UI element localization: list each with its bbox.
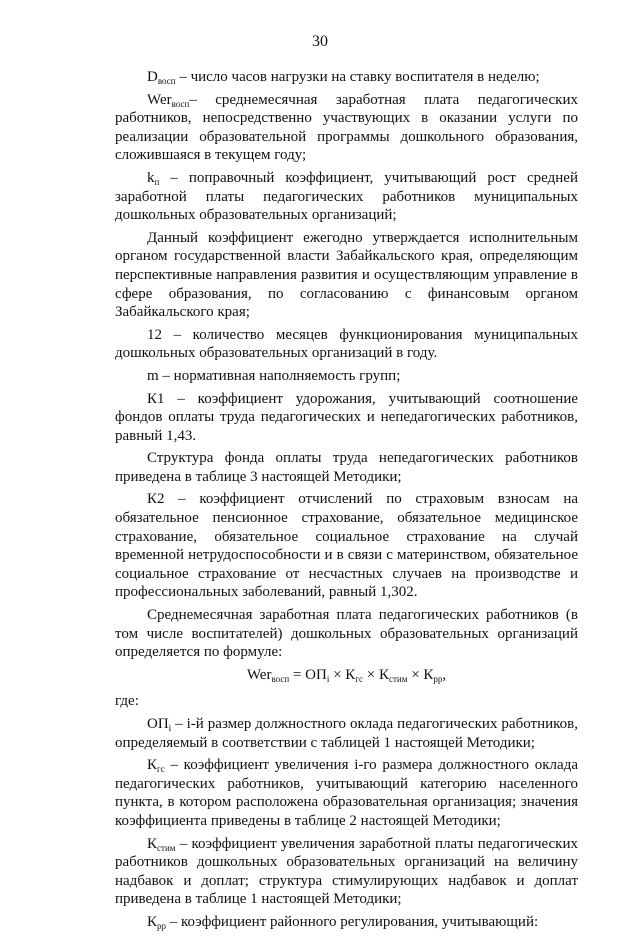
- paragraph-kp: $k_п$ – поправочный коэффициент, учитывающий рост средней заработной платы педагогических работников муниципальных дошкольных образовательных организаций;: [115, 169, 578, 224]
- where-label: где:: [115, 693, 139, 710]
- paragraph-d-vosp: $D_{восп}$ – число часов нагрузки на ставку воспитателя в неделю;: [147, 69, 540, 86]
- paragraph-k1: К1 – коэффициент удорожания, учитывающий соотношение фондов оплаты труда педагогических и непедагогических работников, равный 1,43.: [115, 390, 578, 444]
- paragraph-12-months: 12 – количество месяцев функционирования муниципальных дошкольных образовательных организаций в году.: [115, 326, 578, 362]
- definition-kgs: $К_{гс}$ – коэффициент увеличения i-го размера должностного оклада педагогических работников, учитывающий категорию населенного пункта, в котором расположена образовательная организация; значения коэффициента приведены в таблице 2 настоящей Методики;: [115, 757, 578, 829]
- definition-krr: $К_{рр}$ – коэффициент районного регулирования, учитывающий:: [147, 913, 539, 931]
- paragraph-k2: К2 – коэффициент отчислений по страховым взносам на обязательное пенсионное страхование, обязательное медицинское страхование, обязательное социальное страхование на случай временной нетрудоспособности и в связи с материнством, обязательное социальное страхование от несчастных случаев на производстве и профессиональных заболеваний, равный 1,302.: [115, 491, 578, 601]
- definition-kstim: $К_{стим}$ – коэффициент увеличения заработной платы педагогических работников дошкольных образовательных организаций на величину надбавок и доплат; структура стимулирующих надбавок и доплат приведена в таблице 1 настоящей Методики;: [115, 835, 578, 908]
- document-body: [115, 68, 578, 936]
- paragraph-coefficient-approval: Данный коэффициент ежегодно утверждается исполнительным органом государственной власти Забайкальского края, определяющим перспективные направления развития и осуществляющим управление в сфере образования, по согласованию с финансовым органом Забайкальского края;: [115, 229, 578, 321]
- formula: $Wer_{восп} = ОП_i \times К_{гс} \times К_{стим} \times К_{рр}$,: [246, 666, 447, 684]
- paragraph-structure: Структура фонда оплаты труда непедагогических работников приведена в таблице 3 настоящей Методики;: [115, 450, 578, 485]
- paragraph-m-group: m – нормативная наполняемость групп;: [147, 367, 401, 384]
- paragraph-formula-intro: Среднемесячная заработная плата педагогических работников (в том числе воспитателей) дошкольных образовательных организаций определяется по формуле:: [115, 607, 578, 661]
- definition-op: $ОП_i - i-й$ размер должностного оклада педагогических работников, определяемый в соответствии с таблицей 1 настоящей Методики;: [115, 716, 578, 751]
- page-number: 30: [312, 33, 328, 50]
- paragraph-wer-vosp: Wer$_{восп}$– среднемесячная заработная плата педагогических работников, непосредственно участвующих в оказании услуги по реализации образовательной программы дошкольного образования, сложившаяся в текущем году;: [115, 91, 578, 164]
